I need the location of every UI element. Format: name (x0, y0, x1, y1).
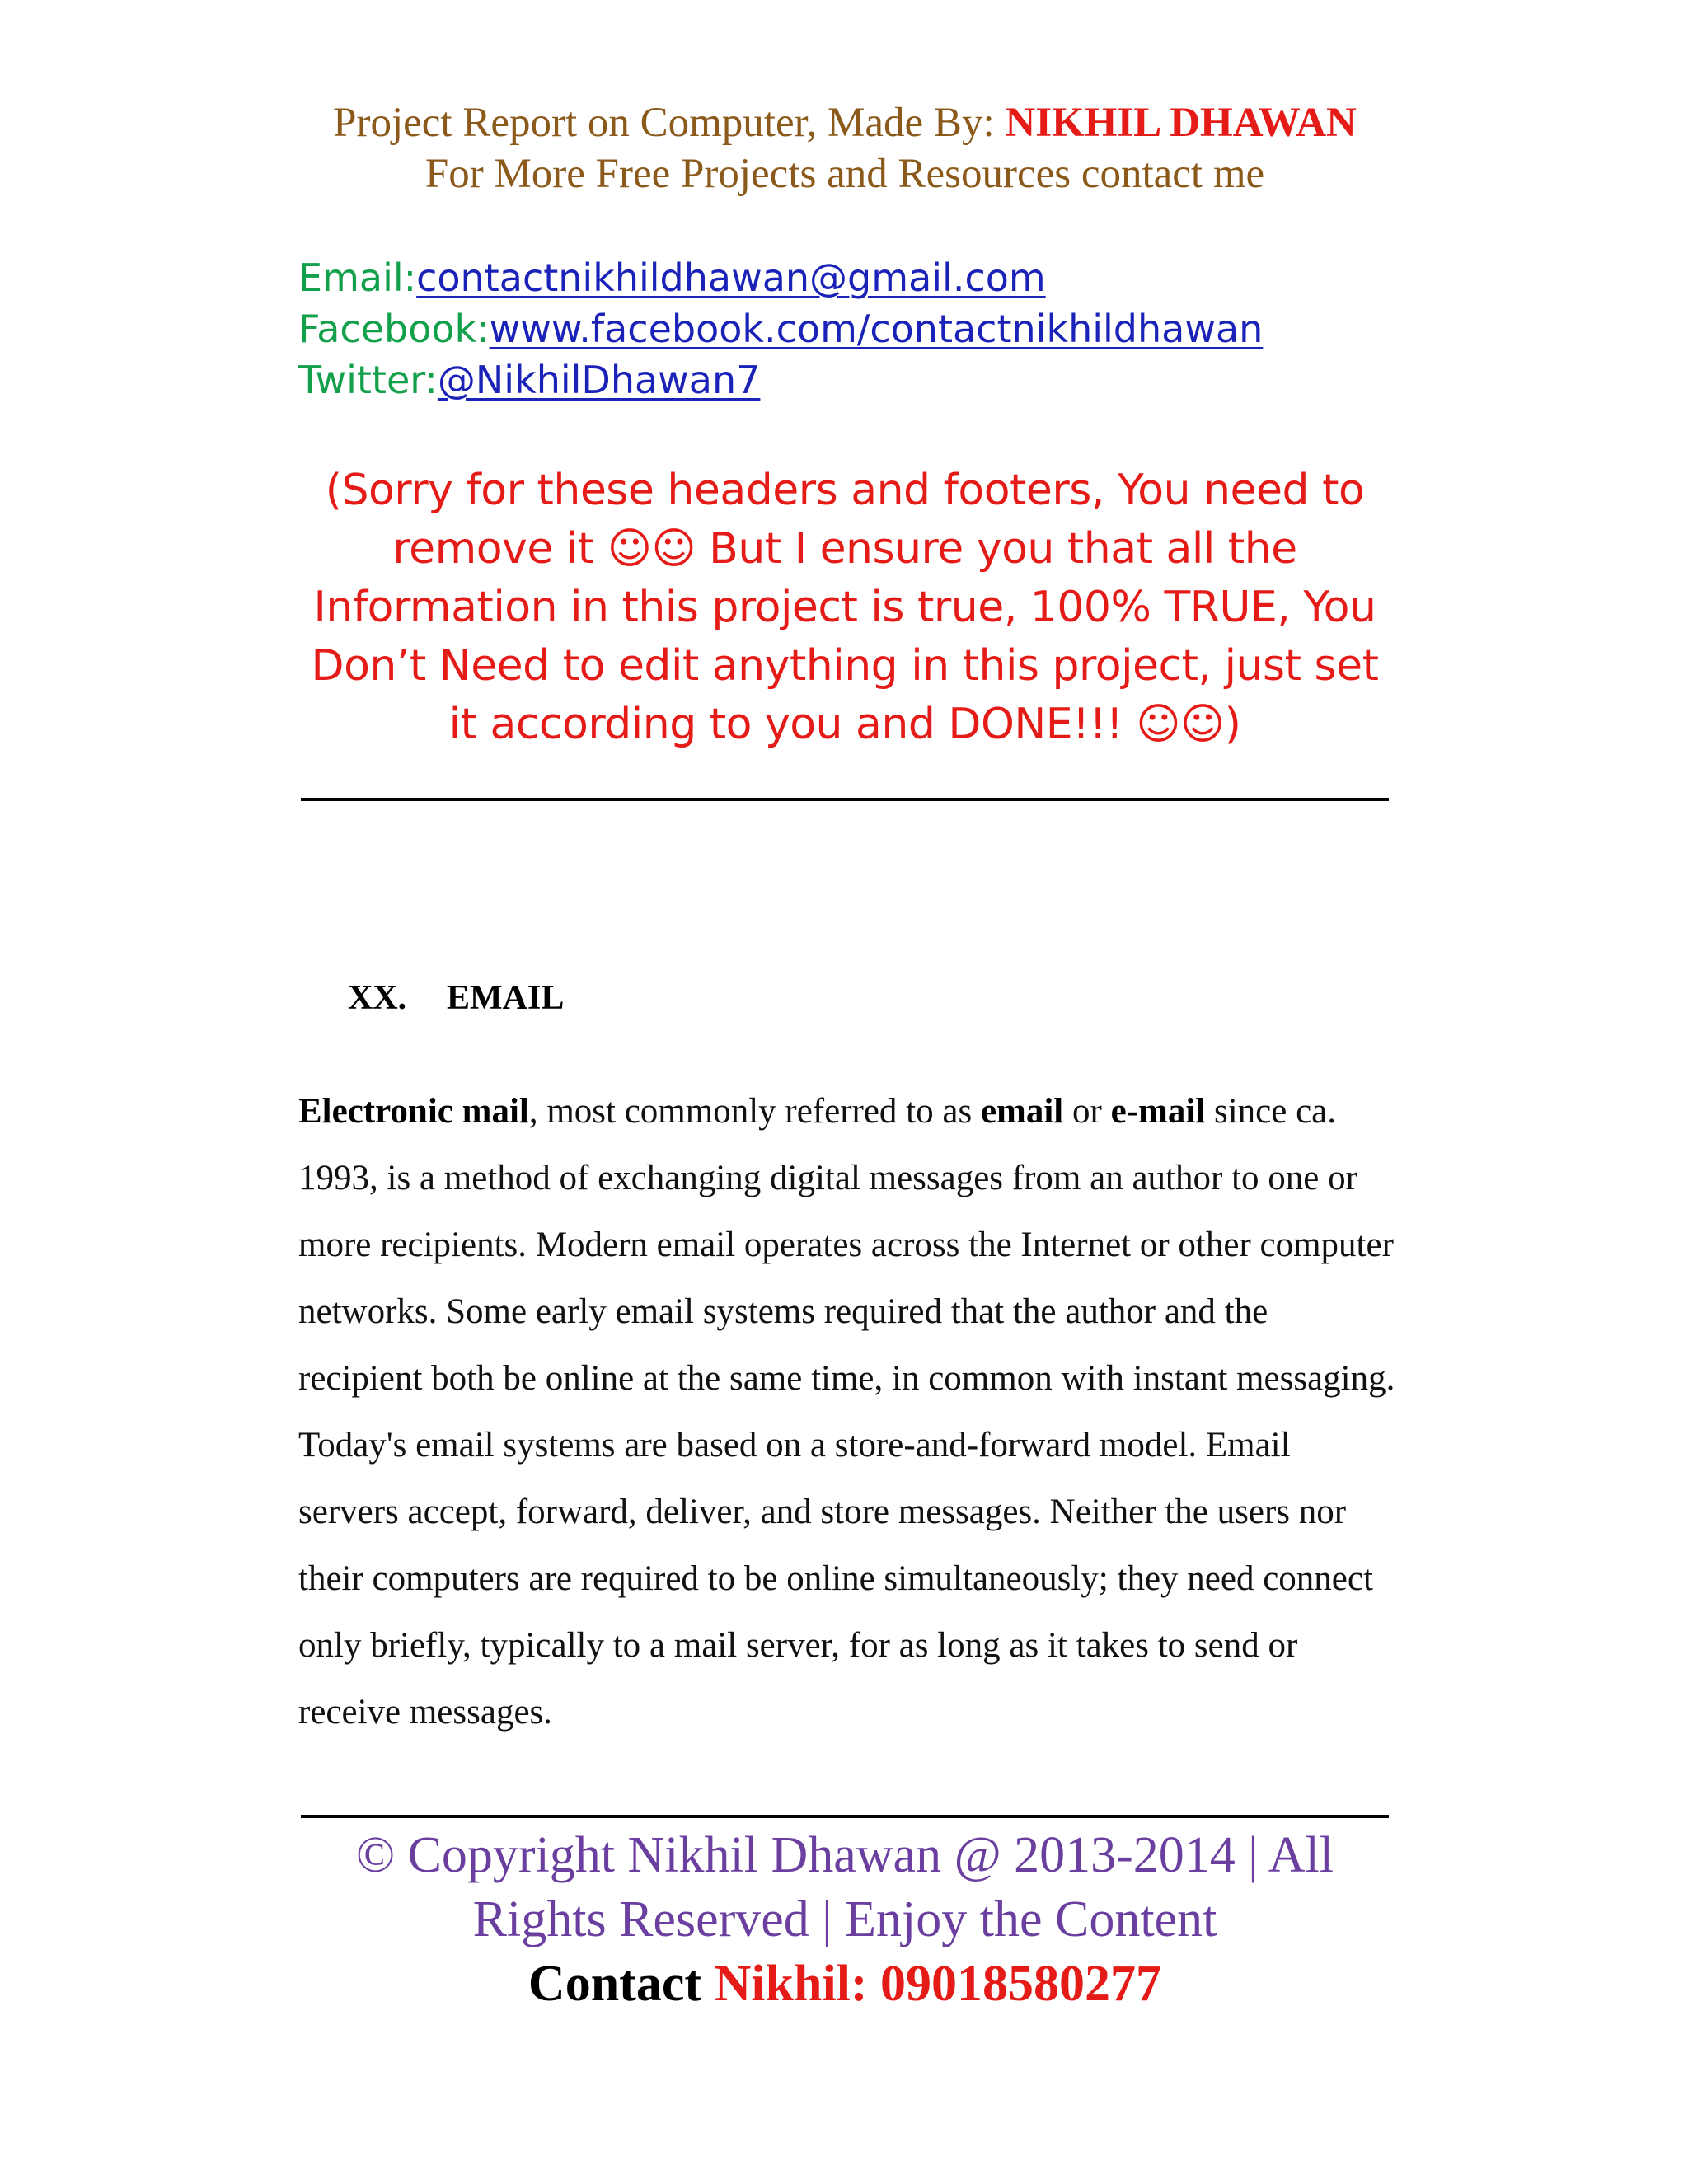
copyright-line-1: © Copyright Nikhil Dhawan @ 2013-2014 | All (355, 1827, 1334, 1883)
notice-line: (Sorry for these headers and footers, You need to (325, 466, 1365, 515)
body-segment: , most commonly referred to as (528, 1092, 981, 1131)
term-email: email (980, 1092, 1064, 1131)
facebook-link[interactable]: www.facebook.com/contactnikhildhawan (489, 307, 1264, 351)
notice-line: Don’t Need to edit anything in this project, just set (311, 641, 1379, 691)
copyright-line-2: Rights Reserved | Enjoy the Content (472, 1891, 1217, 1947)
header-line-2: For More Free Projects and Resources contact me (424, 151, 1265, 197)
header-line-1 (297, 97, 1393, 148)
email-label: Email: (298, 255, 417, 300)
twitter-label: Twitter: (298, 358, 438, 402)
twitter-link[interactable]: @NikhilDhawan7 (437, 358, 761, 402)
section-number: XX. (348, 979, 407, 1017)
notice-block (297, 462, 1393, 754)
notice-line: Information in this project is true, 100% TRUE, You (313, 583, 1376, 632)
term-e-mail: e-mail (1110, 1092, 1206, 1131)
body-paragraph (298, 1078, 1399, 1746)
header-divider (301, 798, 1389, 801)
footer-divider (301, 1815, 1389, 1818)
notice-line: remove it ☺☺ But I ensure you that all the (392, 524, 1297, 574)
body-segment: or (1063, 1092, 1111, 1131)
section-title: EMAIL (447, 979, 565, 1017)
body-segment: since ca. 1993, is a method of exchanging digital messages from an author to one or more recipients. Modern email operates across the Internet or other computer networks. Some early email systems required that the author and the recipient both be online at the same time, in common with instant messaging. Today's email systems are based on a store-and-forward model. Email servers accept, forward, deliver, and store messages. Neither the users nor their computers are required to be online simultaneously; they need connect only briefly, typically to a mail server, for as long as it takes to send or receive messages. (298, 1092, 1395, 1732)
notice-line: it according to you and DONE!!! ☺☺) (448, 700, 1241, 749)
term-electronic-mail: Electronic mail (298, 1092, 529, 1131)
twitter-row (298, 354, 1263, 405)
page-footer (297, 1823, 1393, 2016)
email-row (298, 252, 1263, 303)
contact-phone: Nikhil: 09018580277 (714, 1956, 1162, 2012)
author-name: NIKHIL DHAWAN (1005, 100, 1357, 146)
facebook-row (298, 303, 1263, 354)
contact-word: Contact (528, 1956, 715, 2012)
email-link[interactable]: contactnikhildhawan@gmail.com (416, 255, 1046, 300)
contact-links (298, 252, 1263, 405)
contact-phone-line (297, 1952, 1393, 2016)
header-prefix: Project Report on Computer, Made By: (333, 100, 1006, 146)
facebook-label: Facebook: (298, 307, 490, 351)
section-heading (348, 977, 564, 1019)
page-header (297, 97, 1393, 199)
